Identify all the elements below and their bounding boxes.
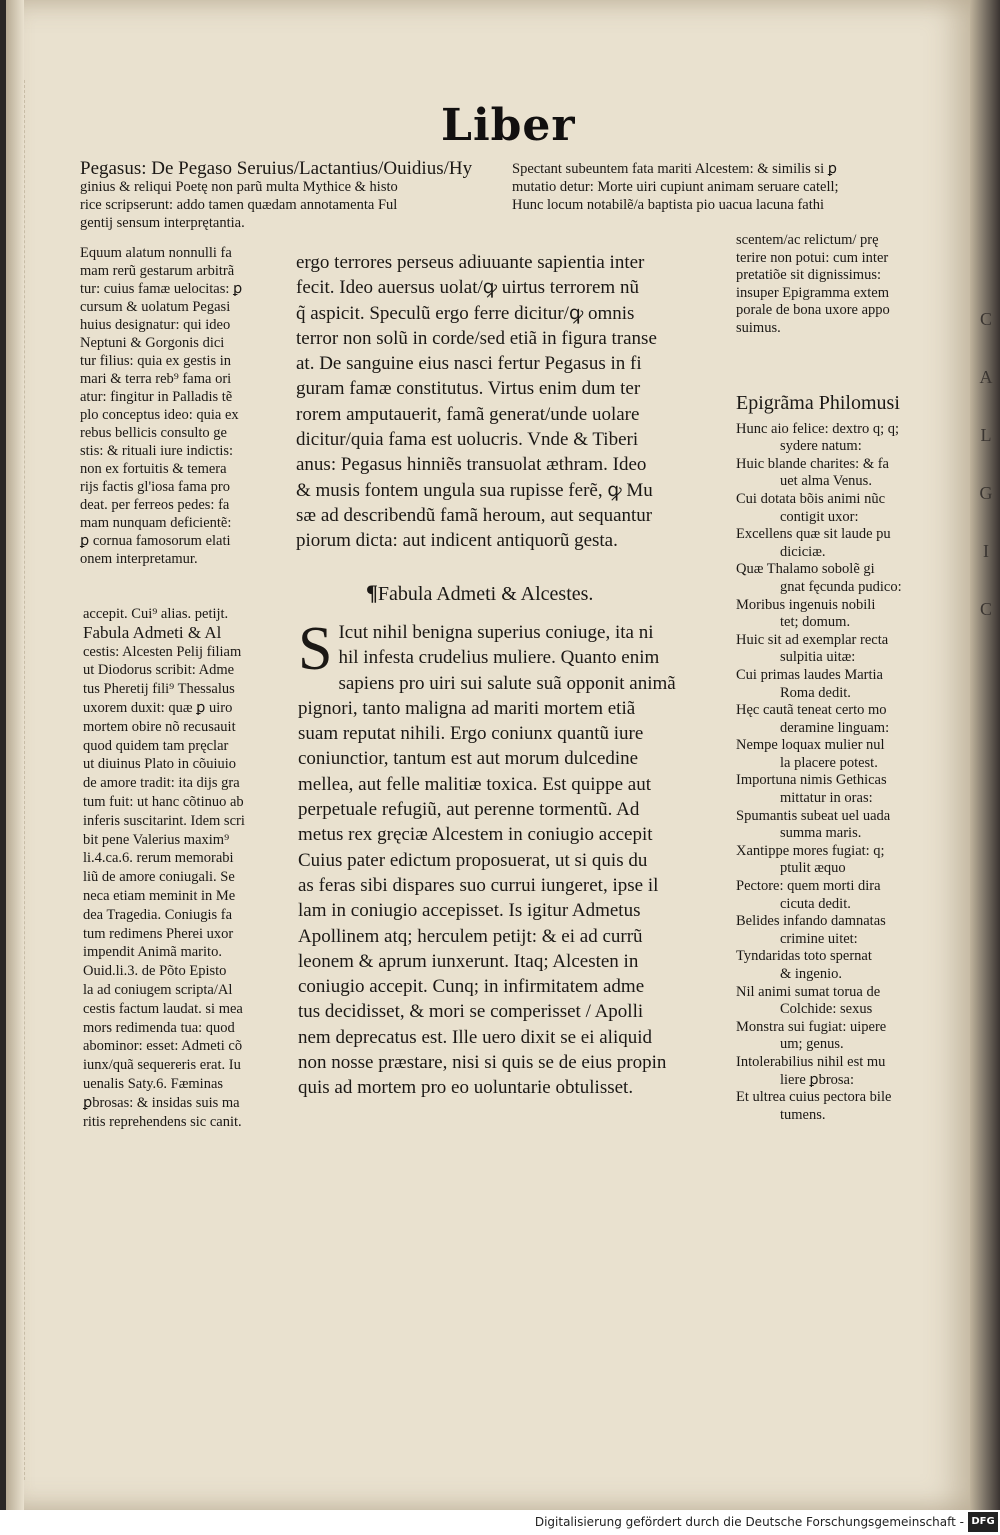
text-line: uet alma Venus. [780, 473, 872, 490]
text-line: scentem/ac relictum/ prę [736, 232, 879, 248]
text-line: & musis fontem ungula sua rupisse ferẽ, ꝙ Mu [296, 479, 653, 501]
text-line: dea Tragedia. Coniugis fa [83, 906, 233, 923]
text-line: de amore tradit: ita dijs gra [83, 775, 240, 792]
text-line: la placere potest. [780, 754, 878, 771]
text-line: perpetuale refugiũ, aut perenne tormentũ. Ad [298, 799, 640, 821]
text-line: & ingenio. [780, 966, 843, 982]
text-line: suimus. [736, 319, 781, 336]
edge-letter: C [979, 309, 992, 329]
text-line: Cui primas laudes Martia [736, 666, 883, 683]
text-line: huius designatur: qui ideo [80, 317, 231, 333]
text-line: Cui dotata bõis animi nũc [736, 490, 886, 507]
text-line: tum fuit: ut hanc cõtinuo ab [83, 793, 244, 810]
text-line: deat. per ferreos pedes: fa [80, 497, 230, 513]
text-line: um; genus. [780, 1036, 844, 1053]
fabula-heading-text: Fabula Admeti & Alcestes. [377, 583, 594, 605]
text-line: Colchide: sexus [780, 1001, 873, 1018]
text-line: Apollinem atq; herculem petijt: & ei ad currũ [298, 925, 643, 947]
text-line: ut Diodorus scribit: Adme [83, 662, 235, 679]
text-line: tumens. [780, 1106, 826, 1123]
text-line: atur: fingitur in Palladis tẽ [80, 389, 233, 405]
text-line: Intolerabilius nihil est mu [736, 1053, 886, 1070]
text-line: Excellens quæ sit laude pu [736, 526, 891, 543]
left-top-commentary [80, 160, 500, 232]
text-line: tet; domum. [780, 614, 851, 631]
text-line: Fabula Admeti & Al [83, 622, 222, 642]
text-line: uxorem duxit: quæ ꝑ uiro [83, 699, 233, 716]
text-line: rijs factis gl'iosa fama pro [80, 479, 230, 495]
text-line: sulpitia uitæ: [780, 649, 856, 666]
text-line: ptulit æquo [780, 860, 846, 877]
text-line: Et ultrea cuius pectora bile [736, 1089, 892, 1106]
text-line: impendit Animã marito. [83, 944, 222, 961]
epigram-column [736, 392, 948, 1124]
text-line: Pectore: quem morti dira [736, 878, 881, 895]
page-ruling-line [24, 80, 28, 1480]
running-header: Liber [441, 100, 576, 151]
text-line: suam reputat nihili. Ergo coniunx quantũ iure [298, 723, 644, 745]
text-line: Moribus ingenuis nobili [736, 596, 876, 613]
text-line: ꝑbrosas: & insidas suis ma [83, 1094, 240, 1111]
text-line: leonem & aprum iunxerunt. Itaq; Alcesten in [298, 950, 639, 972]
drop-cap: S [298, 615, 333, 683]
text-line: ginius & reliqui Poetę non parũ multa Mythice & histo [80, 179, 398, 195]
text-line: Spumantis subeat uel uada [736, 807, 891, 824]
text-line: deramine linguam: [780, 719, 890, 736]
text-line: rebus bellicis consulto ge [80, 425, 227, 441]
text-line: Hunc aio felice: dextro q; q; [736, 420, 900, 437]
edge-letter: G [979, 483, 993, 503]
text-line: Equum alatum nonnulli fa [80, 245, 232, 261]
text-line: gentij sensum interprętantia. [80, 215, 245, 231]
text-line: Nil animi sumat torua de [736, 983, 881, 1000]
right-top-commentary [512, 160, 942, 214]
text-line: Icut nihil benigna superius coniuge, ita ni [338, 622, 654, 643]
text-line: pretatiõe sit dignissimus: [736, 267, 881, 283]
dfg-logo: DFG [968, 1512, 998, 1532]
text-line: mors redimenda tua: quod [83, 1019, 235, 1036]
text-line: abominor: esset: Admeti cõ [83, 1038, 243, 1055]
funding-notice: Digitalisierung gefördert durch die Deutsche Forschungsgemeinschaft - [534, 1515, 964, 1529]
text-line: cursum & uolatum Pegasi [80, 299, 231, 315]
text-line: gnat fęcunda pudico: [780, 578, 902, 595]
text-line: Cuius pater edictum proposuerat, ut si quis du [298, 849, 648, 871]
edge-letter: I [983, 541, 989, 561]
text-line: sapiens pro uiri sui salute suã opponit animã [338, 672, 676, 694]
epigram-title: Epigrãma Philomusi [736, 392, 900, 414]
text-line: onem interpretamur. [80, 551, 198, 567]
text-line: tur: cuius famæ uelocitas: ꝑ [80, 281, 243, 297]
text-line: liũ de amore coniugali. Se [83, 869, 235, 886]
text-line: crimine uitet: [780, 930, 858, 947]
text-line: Roma dedit. [780, 684, 851, 701]
text-line: ꝑ cornua famosorum elati [80, 533, 231, 549]
text-line: terire non potui: cum inter [736, 249, 889, 266]
text-line: non ex fortuitis & temera [80, 461, 227, 477]
text-line: Hęc cautã teneat certo mo [736, 702, 887, 719]
left-commentary-admetus [83, 605, 293, 1131]
text-line: Importuna nimis Gethicas [736, 772, 887, 789]
text-line: as feras sibi dispares suo currui iungeret, ipse il [298, 874, 659, 896]
text-line: diciciæ. [780, 543, 826, 560]
text-line: anus: Pegasus hinniẽs transuolat æthram. Ideo [296, 454, 647, 476]
text-line: summa maris. [780, 825, 862, 842]
text-line: Huic blande charites: & fa [736, 455, 889, 472]
text-line: cicuta dedit. [780, 895, 851, 912]
text-line: accepit. Cui⁹ alias. petijt. [83, 606, 229, 622]
text-line: mellea, aut felle malitiæ toxica. Est quippe aut [298, 773, 651, 795]
text-line: nem deprecatus est. Ille uero dixit se ei aliquid [298, 1026, 653, 1048]
text-line: sæ ad describendũ famã heroum, aut sequantur [296, 504, 653, 526]
text-line: q̃ aspicit. Speculũ ergo ferre dicitur/ꝙ omnis [296, 302, 635, 324]
edge-letter: A [979, 367, 993, 387]
text-line: contigit uxor: [780, 508, 859, 525]
text-line: sydere natum: [780, 438, 862, 455]
text-line: cestis factum laudat. si mea [83, 1000, 243, 1017]
text-line: mam nunquam deficientẽ: [80, 515, 232, 531]
text-line: Belides infando damnatas [736, 913, 886, 930]
text-line: cestis: Alcesten Pelij filiam [83, 643, 242, 660]
text-line: ut diuinus Plato in cõuiuio [83, 756, 237, 773]
book-page [6, 0, 974, 1510]
text-line: Xantippe mores fugiat: q; [736, 842, 885, 859]
text-line: rorem amputauerit, famã generat/unde uolare [296, 403, 640, 425]
text-line: Quæ Thalamo sobolẽ gi [736, 561, 875, 578]
text-line: non nosse præstare, nisi si quis se de eius propin [298, 1052, 667, 1074]
text-line: tus Pheretij fili⁹ Thessalus [83, 681, 235, 698]
text-line: quis ad mortem pro eo uoluntarie obtulisset. [298, 1077, 634, 1099]
fabula-heading [366, 580, 593, 606]
text-line: ritis reprehendens sic canit. [83, 1113, 242, 1130]
next-page-edge-letters [976, 290, 996, 638]
text-line: pignori, tanto maligna ad mariti mortem etiã [298, 697, 636, 719]
text-line: la ad coniugem scripta/Al [83, 981, 233, 998]
text-line: quod quidem tam pręclar [83, 737, 229, 754]
text-line: hil infesta crudelius muliere. Quanto enim [338, 647, 660, 669]
text-line: plo conceptus ideo: quia ex [80, 407, 239, 423]
text-line: coniugio accepit. Cunq; in infirmitatem adme [298, 976, 645, 998]
text-line: Tyndaridas toto spernat [736, 948, 872, 965]
text-line: at. De sanguine eius nasci fertur Pegasus in fi [296, 353, 642, 375]
text-line: stis: & rituali iure indictis: [80, 443, 234, 459]
right-commentary-note [736, 232, 946, 337]
text-line: Huic sit ad exemplar recta [736, 631, 889, 648]
text-line: piorum dicta: aut indicent antiquorũ gesta. [296, 530, 618, 552]
text-line: Monstra sui fugiat: uipere [736, 1018, 887, 1035]
text-line: ergo terrores perseus adiuuante sapientia inter [296, 252, 645, 273]
text-line: tur filius: quia ex gestis in [80, 353, 232, 369]
text-line: mittatur in oras: [780, 790, 873, 807]
text-line: metus rex gręciæ Alcestem in coniugio accepit [298, 824, 653, 846]
edge-letter: C [979, 599, 992, 619]
text-line: iunx/quã sequereris erat. Iu [83, 1057, 241, 1074]
text-line: inferis suscitarint. Idem scri [83, 812, 245, 829]
text-line: Pegasus: De Pegaso Seruius/Lactantius/Ouidius/Hy [80, 158, 473, 179]
main-text-fabula [298, 615, 728, 1101]
text-line: rice scripserunt: addo tamen quædam annotamenta Ful [80, 197, 398, 213]
left-commentary-pegasus [80, 244, 290, 568]
text-line: tus decidisset, & mori se comperisset / Apolli [298, 1001, 644, 1023]
text-line: liere ꝑbrosa: [780, 1071, 855, 1088]
digitization-footer [0, 1510, 1000, 1535]
pilcrow-mark: ¶ [366, 580, 378, 605]
text-line: insuper Epigramma extem [736, 284, 890, 301]
text-line: porale de bona uxore appo [736, 302, 890, 318]
text-line: dicitur/quia fama est uolucris. Vnde & Tiberi [296, 429, 639, 451]
main-text-pegasus [296, 250, 726, 554]
page-left-shadow [6, 0, 24, 1510]
text-line: mari & terra reb⁹ fama ori [80, 371, 232, 387]
text-line: mutatio detur: Morte uiri cupiunt animam seruare catell; [512, 179, 839, 195]
text-line: terror non solũ in corde/sed etiã in figura transe [296, 327, 657, 349]
text-line: bit pene Valerius maxim⁹ [83, 831, 230, 848]
text-line: mam rerũ gestarum arbitrã [80, 263, 235, 279]
text-line: Neptuni & Gorgonis dici [80, 335, 225, 351]
text-line: Hunc locum notabilẽ/a baptista pio uacua lacuna fathi [512, 197, 825, 213]
edge-letter: L [980, 425, 992, 445]
text-line: lam in coniugio accepisset. Is igitur Admetus [298, 900, 641, 922]
text-line: neca etiam meminit in Me [83, 887, 236, 904]
text-line: guram famæ constitutus. Virtus enim dum ter [296, 378, 641, 400]
text-line: fecit. Ideo auersus uolat/ꝙ uirtus terrorem nũ [296, 277, 639, 299]
text-line: Ouid.li.3. de Põto Episto [83, 963, 227, 980]
text-line: mortem obire nõ recusauit [83, 718, 236, 735]
page-gutter [970, 0, 1000, 1510]
text-line: tum redimens Pherei uxor [83, 925, 234, 942]
text-line: Nempe loquax mulier nul [736, 737, 885, 754]
text-line: coniunctior, tantum est aut morum dulcedine [298, 748, 639, 770]
text-line: uenalis Saty.6. Fæminas [83, 1075, 224, 1092]
text-line: li.4.ca.6. rerum memorabi [83, 850, 234, 867]
text-line: Spectant subeuntem fata mariti Alcestem: & similis si ꝑ [512, 161, 837, 177]
